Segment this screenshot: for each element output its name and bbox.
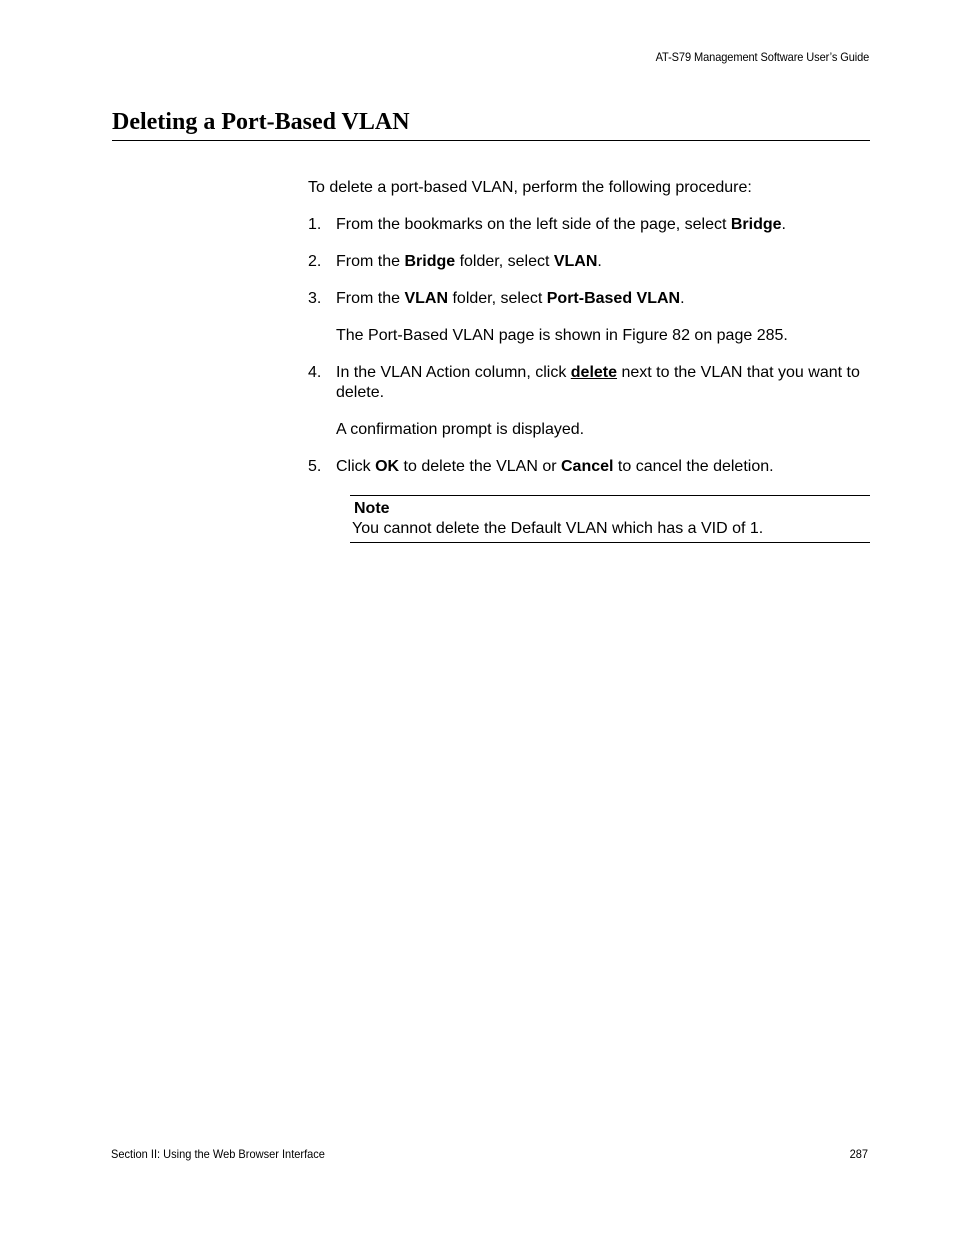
step-bold-term: OK xyxy=(375,458,400,475)
step-text-part: folder, select xyxy=(455,253,554,270)
step-text-part: From the xyxy=(336,253,405,270)
step-3-followup: The Port-Based VLAN page is shown in Figure 82 on page 285. xyxy=(336,327,788,344)
step-text xyxy=(336,289,870,309)
step-bold-term: VLAN xyxy=(553,253,598,270)
step-number: 2. xyxy=(308,253,322,270)
step-text xyxy=(336,457,870,477)
delete-link[interactable]: delete xyxy=(570,364,618,381)
step-1 xyxy=(308,215,870,235)
step-text-part: to cancel the deletion. xyxy=(613,458,774,475)
step-text-part: next to the VLAN that you want to delete. xyxy=(336,364,860,401)
step-text-part: From the xyxy=(336,290,405,307)
step-bold-term: Bridge xyxy=(730,216,782,233)
step-number: 5. xyxy=(308,458,322,475)
step-text-part: . xyxy=(597,253,602,270)
step-text-part: Click xyxy=(336,458,376,475)
step-bold-term: Port-Based VLAN xyxy=(546,290,681,307)
step-bold-term: Bridge xyxy=(404,253,456,270)
step-text xyxy=(336,363,870,403)
step-4 xyxy=(308,363,870,403)
step-4-followup: A confirmation prompt is displayed. xyxy=(336,421,585,438)
step-text xyxy=(336,252,870,272)
step-bold-term: Cancel xyxy=(560,458,614,475)
footer-section: Section II: Using the Web Browser Interface xyxy=(111,1147,325,1161)
step-bold-term: VLAN xyxy=(404,290,449,307)
step-5 xyxy=(308,457,870,477)
step-text-part: to delete the VLAN or xyxy=(399,458,561,475)
step-number: 1. xyxy=(308,216,322,233)
title-rule xyxy=(112,140,870,141)
page-number: 287 xyxy=(849,1147,868,1161)
step-text-part: In the VLAN Action column, click xyxy=(336,364,571,381)
note-label: Note xyxy=(354,500,390,517)
step-number: 3. xyxy=(308,290,322,307)
step-number: 4. xyxy=(308,364,322,381)
intro-text: To delete a port-based VLAN, perform the following procedure: xyxy=(308,179,752,196)
page-title: Deleting a Port-Based VLAN xyxy=(112,109,410,135)
procedure-body xyxy=(308,178,870,543)
step-2 xyxy=(308,252,870,272)
step-text-part: . xyxy=(680,290,685,307)
step-3 xyxy=(308,289,870,309)
step-text-part: folder, select xyxy=(448,290,547,307)
step-text xyxy=(336,215,870,235)
step-text-part: From the bookmarks on the left side of the page, select xyxy=(336,216,731,233)
step-text-part: . xyxy=(781,216,786,233)
running-header: AT-S79 Management Software User’s Guide xyxy=(655,50,869,64)
note-text: You cannot delete the Default VLAN which has a VID of 1. xyxy=(352,520,764,537)
note-box xyxy=(350,495,870,543)
